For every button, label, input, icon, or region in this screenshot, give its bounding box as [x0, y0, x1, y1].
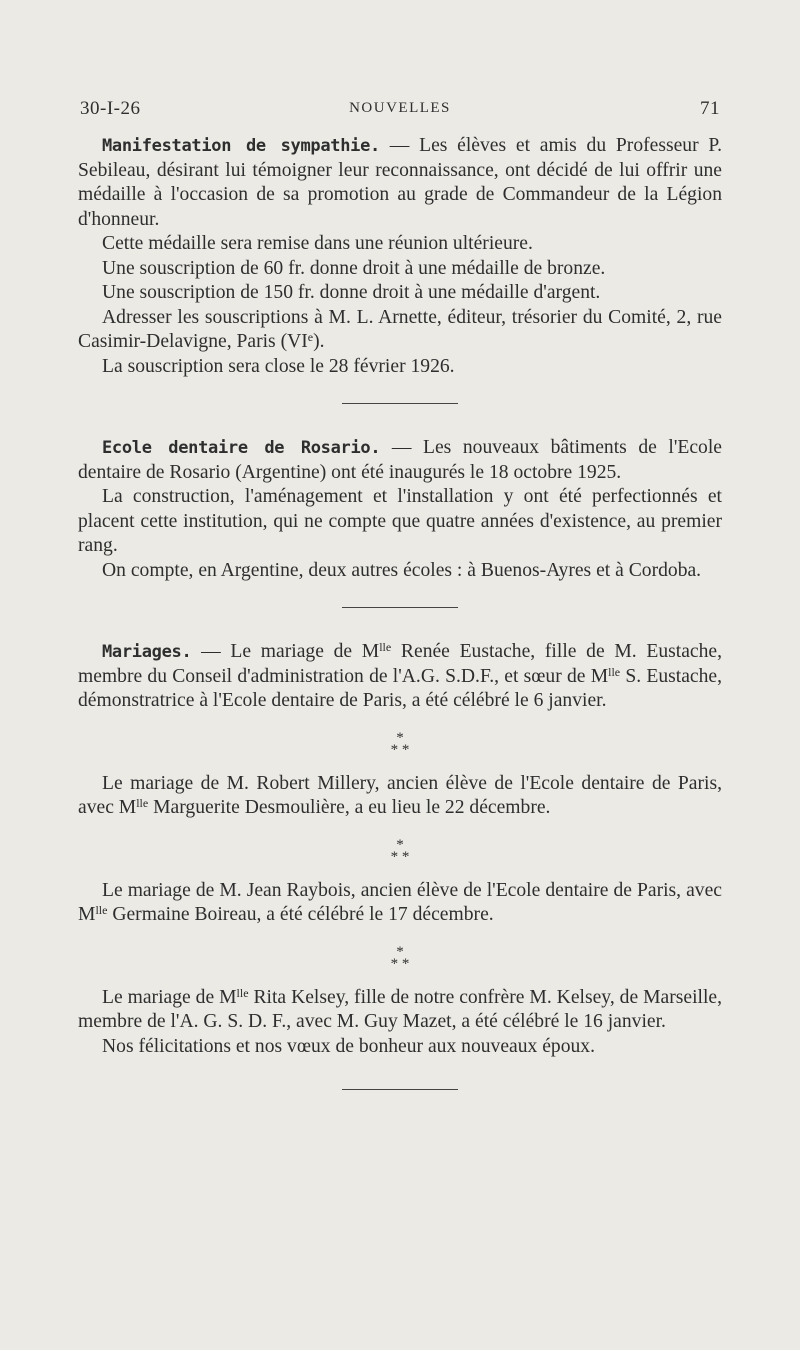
- sympathie-para-6: La souscription sera close le 28 février 1926.: [102, 355, 455, 377]
- asterism: [78, 835, 722, 865]
- section-rosario: [78, 436, 722, 583]
- section-divider: [342, 403, 458, 404]
- mariage-text-4a: Le mariage de M: [102, 986, 237, 1008]
- running-header: [80, 98, 720, 126]
- asterism-top: *: [396, 836, 404, 853]
- issue-date: 30-I-26: [80, 98, 141, 119]
- sympathie-para-1: [78, 134, 722, 232]
- mariage-sup-4: lle: [236, 985, 249, 1000]
- rosario-para-1: [78, 436, 722, 485]
- section-divider: [342, 607, 458, 608]
- asterism-top: *: [396, 943, 404, 960]
- mariage-text-1c: S. Eustache, démonstratrice à l'Ecole dentaire de Paris, a été célébré le 6 janvier.: [78, 665, 722, 711]
- sympathie-para-4: Une souscription de 150 fr. donne droit à une médaille d'argent.: [102, 282, 601, 303]
- mariage-text-1a: — Le mariage de M: [191, 641, 380, 662]
- rosario-title: Ecole dentaire de Rosario.: [102, 438, 381, 458]
- mariages-title: Mariages.: [102, 642, 192, 662]
- mariage-para-5: Nos félicitations et nos vœux de bonheur aux nouveaux époux.: [102, 1035, 596, 1057]
- mariage-text-2a: Le mariage de M. Robert Millery, ancien élève de l'Ecole dentaire de Paris, avec M: [78, 772, 722, 818]
- section-mariages: [78, 640, 722, 1059]
- asterism-top: *: [396, 729, 404, 746]
- mariage-sup-1b: lle: [608, 664, 621, 679]
- page-number: 71: [700, 98, 720, 119]
- mariage-text-3a: Le mariage de M. Jean Raybois, ancien élève de l'Ecole dentaire de Paris, avec M: [78, 879, 722, 925]
- mariage-para-1: [78, 640, 722, 714]
- mariage-sup-2: lle: [136, 796, 149, 810]
- mariage-para-2: [78, 772, 722, 821]
- sympathie-text-5b: ).: [313, 331, 325, 352]
- section-heading: NOUVELLES: [349, 100, 451, 116]
- article-body: [78, 134, 722, 1090]
- asterism-bottom: * *: [390, 848, 410, 865]
- rosario-para-2: La construction, l'aménagement et l'installation y ont été perfectionnés et placent cette institution, qui ne compte que quatre années d'existence, au premier rang.: [78, 486, 722, 556]
- asterism: [78, 728, 722, 758]
- sympathie-text-1: — Les élèves et amis du Professeur P. Sebileau, désirant lui témoigner leur reconnaissance, ont décidé de lui offrir une médaille à l'occasion de sa promotion au grade de Commandeur de la Légion d'honneur.: [78, 135, 722, 230]
- sympathie-para-2: Cette médaille sera remise dans une réunion ultérieure.: [102, 233, 533, 254]
- mariage-para-3: [78, 879, 722, 928]
- rosario-para-3: On compte, en Argentine, deux autres écoles : à Buenos-Ayres et à Cordoba.: [102, 559, 702, 581]
- rosario-text-1: — Les nouveaux bâtiments de l'Ecole dentaire de Rosario (Argentine) ont été inaugurés le 18 octobre 1925.: [78, 437, 722, 483]
- sympathie-para-5: [78, 306, 722, 355]
- asterism-bottom: * *: [390, 741, 410, 758]
- asterism: [78, 942, 722, 972]
- mariage-sup-3: lle: [95, 903, 108, 917]
- mariage-text-3b: Germaine Boireau, a été célébré le 17 décembre.: [107, 904, 494, 925]
- mariage-text-2b: Marguerite Desmoulière, a eu lieu le 22 décembre.: [148, 797, 551, 818]
- mariage-text-1b: Renée Eustache, fille de M. Eustache, membre du Conseil d'administration de l'A.G. S.D.F., et sœur de M: [78, 641, 723, 687]
- asterism-bottom: * *: [390, 955, 410, 972]
- sympathie-sup-5: e: [307, 330, 314, 344]
- mariage-sup-1: lle: [379, 640, 392, 654]
- mariage-para-4: [78, 986, 722, 1035]
- sympathie-para-3: Une souscription de 60 fr. donne droit à une médaille de bronze.: [102, 257, 606, 279]
- section-sympathie: [78, 134, 722, 379]
- sympathie-title: Manifestation de sympathie.: [102, 136, 380, 156]
- section-divider: [342, 1089, 458, 1090]
- sympathie-text-5a: Adresser les souscriptions à M. L. Arnette, éditeur, trésorier du Comité, 2, rue Casimir-Delavigne, Paris (VI: [78, 306, 722, 352]
- mariage-text-4b: Rita Kelsey, fille de notre confrère M. Kelsey, de Marseille, membre de l'A. G. S. D. F., avec M. Guy Mazet, a été célébré le 16 janvier.: [78, 986, 722, 1032]
